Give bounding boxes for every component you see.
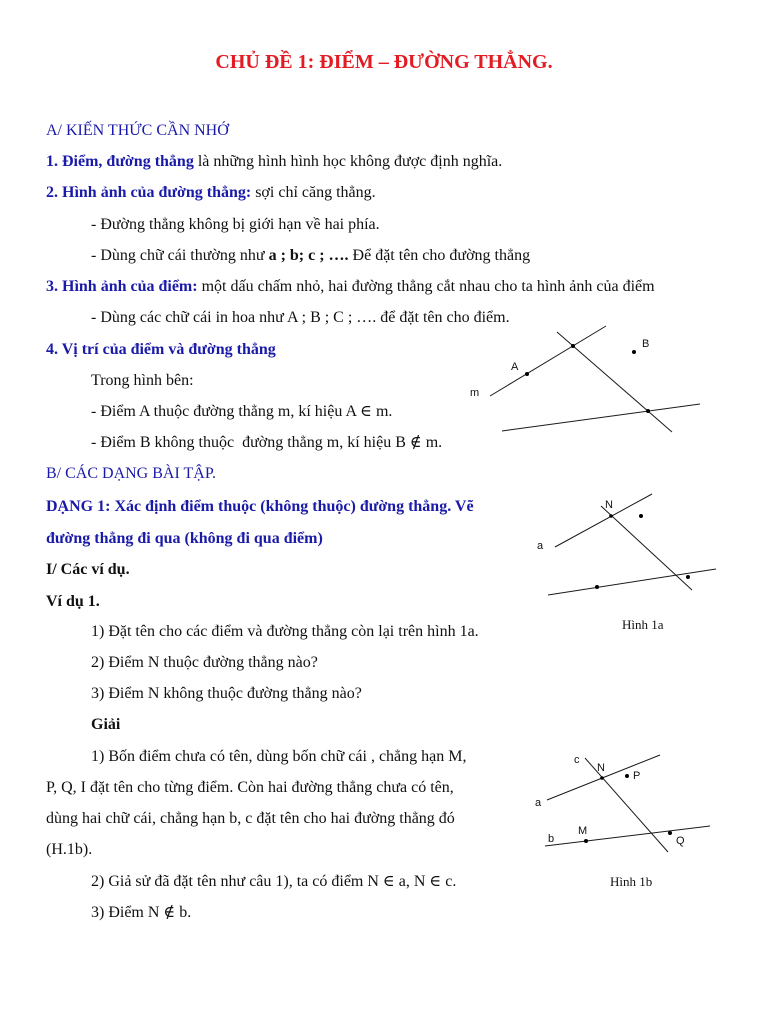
point-b-dot: [632, 350, 636, 354]
line-lower: [502, 404, 700, 431]
label-c: c: [574, 754, 580, 766]
point-2-text: sợi chỉ căng thẳng.: [251, 184, 376, 201]
point-2-bullet-2-bold: a ; b; c ; ….: [268, 247, 349, 264]
figure-1b-caption: Hình 1b: [610, 874, 653, 889]
point-n-dot: [609, 514, 613, 518]
question-1: 1) Đặt tên cho các điểm và đường thẳng còn lại trên hình 1a.: [91, 623, 479, 640]
page-title: CHỦ ĐỀ 1: ĐIỂM – ĐƯỜNG THẲNG.: [215, 51, 553, 73]
point-dot: [595, 585, 599, 589]
label-a: a: [537, 540, 544, 552]
point-4-label: 4. Vị trí của điểm và đường thẳng: [46, 341, 276, 358]
solution-line: 3) Điểm N ∉ b.: [91, 904, 192, 921]
point-2-bullet-2-before: - Dùng chữ cái thường như: [91, 247, 269, 264]
label-n: N: [597, 762, 605, 774]
example-1-heading: Ví dụ 1.: [46, 593, 100, 610]
section-a-heading: A/ KIẾN THỨC CẦN NHỚ: [46, 122, 229, 139]
intersection-dot: [571, 344, 575, 348]
point-a-dot: [525, 372, 529, 376]
examples-heading: I/ Các ví dụ.: [46, 561, 130, 578]
point-n-dot: [600, 776, 604, 780]
line-slanted: [601, 506, 692, 590]
label-m: m: [470, 387, 480, 399]
point-2-bullet-1: - Đường thẳng không bị giới hạn về hai phía.: [91, 216, 380, 233]
label-n: N: [605, 499, 613, 511]
figure-1a-caption: Hình 1a: [622, 617, 664, 632]
point-3-label: 3. Hình ảnh của điểm:: [46, 278, 198, 295]
point-2-bullet-2-after: Để đặt tên cho đường thẳng: [348, 247, 531, 264]
point-q-dot: [668, 831, 672, 835]
line-lower: [548, 569, 716, 595]
label-a: A: [511, 361, 519, 373]
label-a: a: [535, 797, 542, 809]
point-p-dot: [625, 774, 629, 778]
question-2: 2) Điểm N thuộc đường thẳng nào?: [91, 654, 318, 671]
solution-heading: Giải: [91, 716, 121, 733]
point-3-bullet-1: - Dùng các chữ cái in hoa như A ; B ; C ; …. để đặt tên cho điểm.: [91, 309, 510, 326]
line-m: [490, 326, 606, 396]
question-3: 3) Điểm N không thuộc đường thẳng nào?: [91, 685, 362, 702]
point-dot: [686, 575, 690, 579]
type-1-heading-line-2: đường thẳng đi qua (không đi qua điểm): [46, 530, 323, 547]
figure-point-position: [470, 326, 700, 432]
point-3-text: một dấu chấm nhỏ, hai đường thẳng cắt nhau cho ta hình ảnh của điểm: [197, 278, 655, 295]
solution-line: P, Q, I đặt tên cho từng điểm. Còn hai đường thẳng chưa có tên,: [46, 779, 454, 796]
point-1-label: 1. Điểm, đường thẳng: [46, 153, 194, 170]
point-4-bullet-1: - Điểm A thuộc đường thẳng m, kí hiệu A ∈ m.: [91, 403, 393, 420]
point-1-text: là những hình hình học không được định nghĩa.: [193, 153, 503, 170]
label-b: B: [642, 338, 650, 350]
point-m-dot: [584, 839, 588, 843]
point-4-bullet-2: - Điểm B không thuộc đường thẳng m, kí hiệu B ∉ m.: [91, 434, 443, 451]
type-1-heading-line-1: DẠNG 1: Xác định điểm thuộc (không thuộc) đường thẳng. Vẽ: [46, 498, 474, 515]
label-m: M: [578, 825, 588, 837]
solution-line: dùng hai chữ cái, chẳng hạn b, c đặt tên cho hai đường thẳng đó: [46, 810, 455, 827]
figure-1b: [535, 754, 710, 889]
label-b: b: [548, 833, 555, 845]
line-b: [545, 826, 710, 846]
intersection-dot: [646, 409, 650, 413]
solution-line: (H.1b).: [46, 841, 93, 858]
solution-line: 1) Bốn điểm chưa có tên, dùng bốn chữ cái , chẳng hạn M,: [91, 748, 467, 765]
figure-1a: [537, 494, 716, 632]
label-q: Q: [676, 835, 685, 847]
point-2-label: 2. Hình ảnh của đường thẳng:: [46, 184, 252, 201]
point-dot: [639, 514, 643, 518]
label-p: P: [633, 770, 641, 782]
point-4-intro: Trong hình bên:: [91, 372, 194, 389]
section-b-heading: B/ CÁC DẠNG BÀI TẬP.: [46, 465, 216, 482]
solution-line: 2) Giả sử đã đặt tên như câu 1), ta có điểm N ∈ a, N ∈ c.: [91, 873, 457, 890]
